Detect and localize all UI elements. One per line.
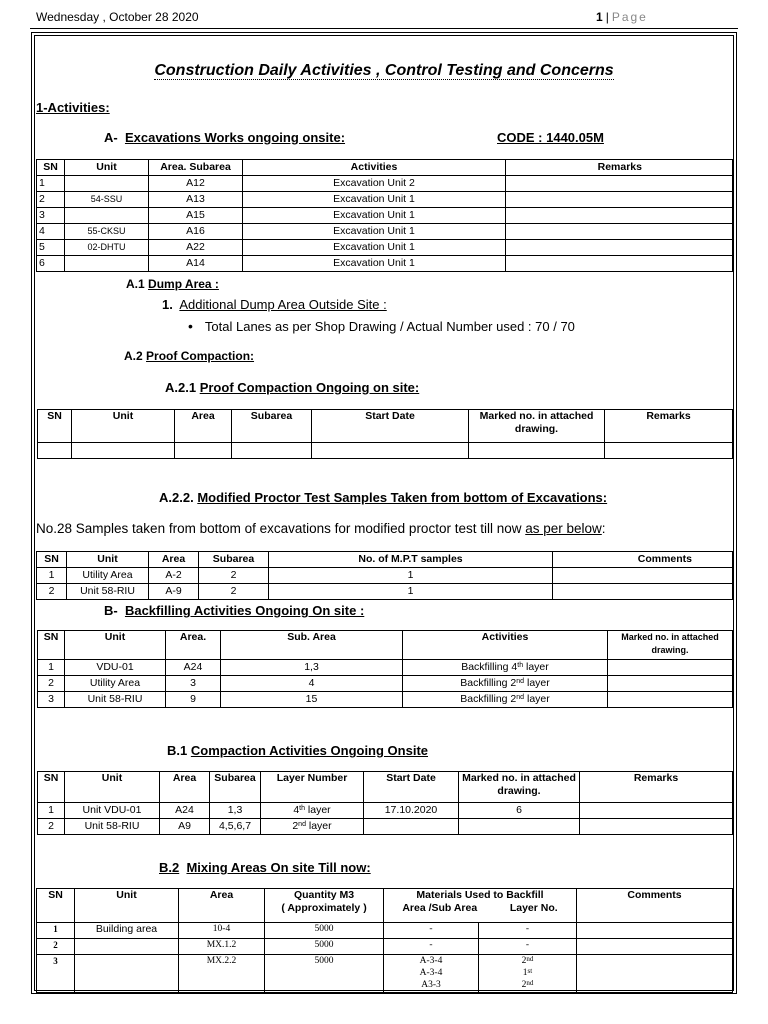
subarea-cell <box>384 955 479 993</box>
materials-area-label: Area /Sub Area <box>402 902 478 914</box>
excavation-table <box>36 159 733 272</box>
sn-cell: 3 <box>37 208 65 224</box>
quantity-cell: 5000 <box>265 923 384 939</box>
a22-heading: A.2.2. Modified Proctor Test Samples Taken from bottom of Excavations: <box>159 490 608 505</box>
b2-heading: B.2 Mixing Areas On site Till now: <box>159 860 371 875</box>
page-separator: | <box>605 10 609 24</box>
unit-cell <box>65 256 149 272</box>
marked-cell <box>608 660 733 676</box>
table-header-row <box>38 772 733 803</box>
column-header: Remarks <box>580 772 733 803</box>
activity-cell: Backfilling 4th layer <box>403 660 608 676</box>
comments-cell <box>577 939 733 955</box>
subarea-cell: 4 <box>221 676 403 692</box>
marked-cell <box>608 676 733 692</box>
column-header-materials <box>384 889 577 923</box>
activity-cell: Excavation Unit 1 <box>243 256 506 272</box>
table-row <box>37 176 733 192</box>
mixing-areas-table <box>36 888 733 993</box>
table-row <box>38 660 733 676</box>
unit-cell: Utility Area <box>67 568 149 584</box>
table-row <box>37 192 733 208</box>
area-cell: 3 <box>166 676 221 692</box>
column-header: SN <box>37 552 67 568</box>
samples-cell: 1 <box>269 568 553 584</box>
quantity-label: Quantity M3 <box>293 889 355 901</box>
marked-cell <box>459 819 580 835</box>
sn-cell: 2 <box>38 819 65 835</box>
area-cell: A-2 <box>149 568 199 584</box>
page-number <box>596 10 648 24</box>
table-row <box>38 443 733 459</box>
table-header-row <box>38 631 733 660</box>
subarea-cell: 1,3 <box>210 803 261 819</box>
area-cell: A15 <box>149 208 243 224</box>
remarks-cell <box>580 803 733 819</box>
column-header-area: Area <box>179 889 265 923</box>
area-cell: A24 <box>160 803 210 819</box>
samples-cell: 1 <box>269 584 553 600</box>
area-cell: A24 <box>166 660 221 676</box>
comments-cell <box>577 923 733 939</box>
activity-cell: Excavation Unit 1 <box>243 224 506 240</box>
comments-cell <box>553 584 733 600</box>
sn-cell: 1 <box>37 176 65 192</box>
table-header-row <box>38 410 733 443</box>
activity-cell: Backfilling 2nd layer <box>403 692 608 708</box>
document-title: Construction Daily Activities , Control Testing and Concerns <box>154 62 614 79</box>
unit-cell: Unit VDU-01 <box>65 803 160 819</box>
layer-cell: - <box>479 939 577 955</box>
area-cell: MX.2.2 <box>179 955 265 993</box>
sn-cell: 2 <box>37 584 67 600</box>
superscript: th <box>517 662 524 669</box>
column-header: Start Date <box>364 772 459 803</box>
table-row <box>37 256 733 272</box>
sn-cell: 1 <box>37 568 67 584</box>
column-header: Sub. Area <box>221 631 403 660</box>
column-header: SN <box>38 772 65 803</box>
subarea-value: A-3-4 <box>419 968 443 978</box>
column-header: Area <box>149 552 199 568</box>
remarks-cell <box>506 192 733 208</box>
activity-cell: Excavation Unit 1 <box>243 208 506 224</box>
area-cell: A13 <box>149 192 243 208</box>
remarks-cell <box>506 240 733 256</box>
table-header-row <box>37 552 733 568</box>
table-row <box>37 224 733 240</box>
sn-cell: 2 <box>37 192 65 208</box>
backfilling-table <box>37 630 733 708</box>
activities-heading: 1-Activities: <box>36 100 110 115</box>
unit-cell: Building area <box>75 923 179 939</box>
subarea-cell: 15 <box>221 692 403 708</box>
quantity-cell: 5000 <box>265 939 384 955</box>
column-header-sn: SN <box>37 160 65 176</box>
activity-cell: Backfilling 2nd layer <box>403 676 608 692</box>
table-header-row <box>37 160 733 176</box>
layer-value: 2nd <box>521 955 534 966</box>
remarks-cell <box>506 224 733 240</box>
layer-cell: 4th layer <box>261 803 364 819</box>
sn-cell: 2 <box>38 676 65 692</box>
column-header: Marked no. in attached drawing. <box>608 631 733 660</box>
column-header: No. of M.P.T samples <box>269 552 553 568</box>
sn-cell: 1 <box>38 803 65 819</box>
unit-cell <box>65 208 149 224</box>
a22-note: No.28 Samples taken from bottom of excavations for modified proctor test till now as per below: <box>36 521 606 536</box>
subarea-cell: 2 <box>199 584 269 600</box>
unit-cell: Utility Area <box>65 676 166 692</box>
subarea-cell: 2 <box>199 568 269 584</box>
unit-cell: 55-CKSU <box>65 224 149 240</box>
marked-cell: 6 <box>459 803 580 819</box>
column-header-quantity <box>265 889 384 923</box>
superscript: nd <box>298 821 306 828</box>
activity-cell: Excavation Unit 1 <box>243 192 506 208</box>
subarea-cell: - <box>384 923 479 939</box>
superscript: th <box>299 805 305 812</box>
column-header: Unit <box>72 410 175 443</box>
column-header: Area <box>175 410 232 443</box>
comments-cell <box>553 568 733 584</box>
table-row <box>37 939 733 955</box>
marked-cell <box>608 692 733 708</box>
table-row <box>37 568 733 584</box>
column-header: Unit <box>65 631 166 660</box>
layer-cell: - <box>479 923 577 939</box>
unit-cell <box>75 955 179 993</box>
table-row <box>37 240 733 256</box>
b1-heading: B.1 Compaction Activities Ongoing Onsite <box>167 743 429 758</box>
a1-bullet: • Total Lanes as per Shop Drawing / Actual Number used : 70 / 70 <box>188 318 575 334</box>
materials-label: Materials Used to Backfill <box>416 889 544 901</box>
table-row <box>37 923 733 939</box>
unit-cell: Unit 58-RIU <box>67 584 149 600</box>
start-date-cell: 17.10.2020 <box>364 803 459 819</box>
column-header-remarks: Remarks <box>506 160 733 176</box>
a1-item: 1. Additional Dump Area Outside Site : <box>162 297 387 312</box>
sn-cell: 4 <box>37 224 65 240</box>
unit-cell: 02-DHTU <box>65 240 149 256</box>
layer-cell: 2nd layer <box>261 819 364 835</box>
sn-cell: 1 <box>37 923 75 939</box>
unit-cell: Unit 58-RIU <box>65 692 166 708</box>
unit-cell: 54-SSU <box>65 192 149 208</box>
area-cell: A9 <box>160 819 210 835</box>
column-header: Comments <box>553 552 733 568</box>
area-cell: A16 <box>149 224 243 240</box>
activity-cell: Excavation Unit 1 <box>243 240 506 256</box>
subarea-value: A-3-4 <box>419 956 443 966</box>
area-cell: MX.1.2 <box>179 939 265 955</box>
area-cell: A12 <box>149 176 243 192</box>
superscript: nd <box>516 694 525 701</box>
column-header-sn: SN <box>37 889 75 923</box>
column-header: Marked no. in attached drawing. <box>469 410 605 443</box>
column-header: Start Date <box>312 410 469 443</box>
remarks-cell <box>506 208 733 224</box>
column-header: SN <box>38 410 72 443</box>
sn-cell: 5 <box>37 240 65 256</box>
column-header: Subarea <box>210 772 261 803</box>
superscript: nd <box>526 955 534 963</box>
start-date-cell <box>364 819 459 835</box>
column-header-area-subarea: Area. Subarea <box>149 160 243 176</box>
area-cell: A14 <box>149 256 243 272</box>
sn-cell: 1 <box>38 660 65 676</box>
column-header: Activities <box>403 631 608 660</box>
remarks-cell <box>506 176 733 192</box>
mpt-samples-table <box>36 551 733 600</box>
layer-cell <box>479 955 577 993</box>
page-num: 1 <box>596 10 603 24</box>
column-header: Subarea <box>199 552 269 568</box>
column-header: Subarea <box>232 410 312 443</box>
column-header-comments: Comments <box>577 889 733 923</box>
column-header-activities: Activities <box>243 160 506 176</box>
table-row <box>37 584 733 600</box>
area-cell: 9 <box>166 692 221 708</box>
section-a-code: CODE : 1440.05M <box>497 130 604 145</box>
quantity-sublabel: ( Approximately ) <box>281 902 367 914</box>
header-date: Wednesday , October 28 2020 <box>36 10 199 24</box>
column-header-unit: Unit <box>75 889 179 923</box>
materials-layer-label: Layer No. <box>509 902 558 914</box>
table-row <box>38 819 733 835</box>
table-row <box>37 208 733 224</box>
area-cell: A22 <box>149 240 243 256</box>
remarks-cell <box>506 256 733 272</box>
section-b-heading: B- Backfilling Activities Ongoing On site : <box>104 603 365 618</box>
table-row <box>38 803 733 819</box>
sn-cell: 6 <box>37 256 65 272</box>
column-header: Area <box>160 772 210 803</box>
column-header: Remarks <box>605 410 733 443</box>
column-header: SN <box>38 631 65 660</box>
remarks-cell <box>580 819 733 835</box>
area-cell: A-9 <box>149 584 199 600</box>
compaction-table <box>37 771 733 835</box>
materials-sublabels <box>386 902 574 915</box>
subarea-cell: - <box>384 939 479 955</box>
superscript: nd <box>526 979 534 987</box>
column-header: Layer Number <box>261 772 364 803</box>
layer-value: 1st <box>522 967 533 978</box>
column-header: Area. <box>166 631 221 660</box>
sn-cell: 3 <box>38 692 65 708</box>
unit-cell <box>65 176 149 192</box>
column-header: Marked no. in attached drawing. <box>459 772 580 803</box>
table-row <box>38 676 733 692</box>
column-header-unit: Unit <box>65 160 149 176</box>
table-row <box>37 955 733 993</box>
proof-compaction-table <box>37 409 733 459</box>
superscript: nd <box>516 678 525 685</box>
a2-heading: A.2 Proof Compaction: <box>124 349 255 363</box>
layer-value: 2nd <box>521 979 534 990</box>
a21-heading: A.2.1 Proof Compaction Ongoing on site: <box>165 380 420 395</box>
subarea-cell: 1,3 <box>221 660 403 676</box>
unit-cell: Unit 58-RIU <box>65 819 160 835</box>
column-header: Unit <box>65 772 160 803</box>
bullet-icon: • <box>188 318 193 334</box>
subarea-cell: 4,5,6,7 <box>210 819 261 835</box>
a1-heading: A.1 Dump Area : <box>126 277 219 291</box>
section-a-heading: A- Excavations Works ongoing onsite: <box>104 130 346 145</box>
area-cell: 10-4 <box>179 923 265 939</box>
quantity-cell: 5000 <box>265 955 384 993</box>
unit-cell <box>75 939 179 955</box>
sn-cell: 2 <box>37 939 75 955</box>
activity-cell: Excavation Unit 2 <box>243 176 506 192</box>
page-word: Page <box>611 10 648 24</box>
superscript: st <box>527 967 533 975</box>
table-header-row <box>37 889 733 923</box>
sn-cell: 3 <box>37 955 75 993</box>
comments-cell <box>577 955 733 993</box>
subarea-value: A3-3 <box>421 980 441 990</box>
header-rule <box>30 28 738 29</box>
column-header: Unit <box>67 552 149 568</box>
table-row <box>38 692 733 708</box>
unit-cell: VDU-01 <box>65 660 166 676</box>
